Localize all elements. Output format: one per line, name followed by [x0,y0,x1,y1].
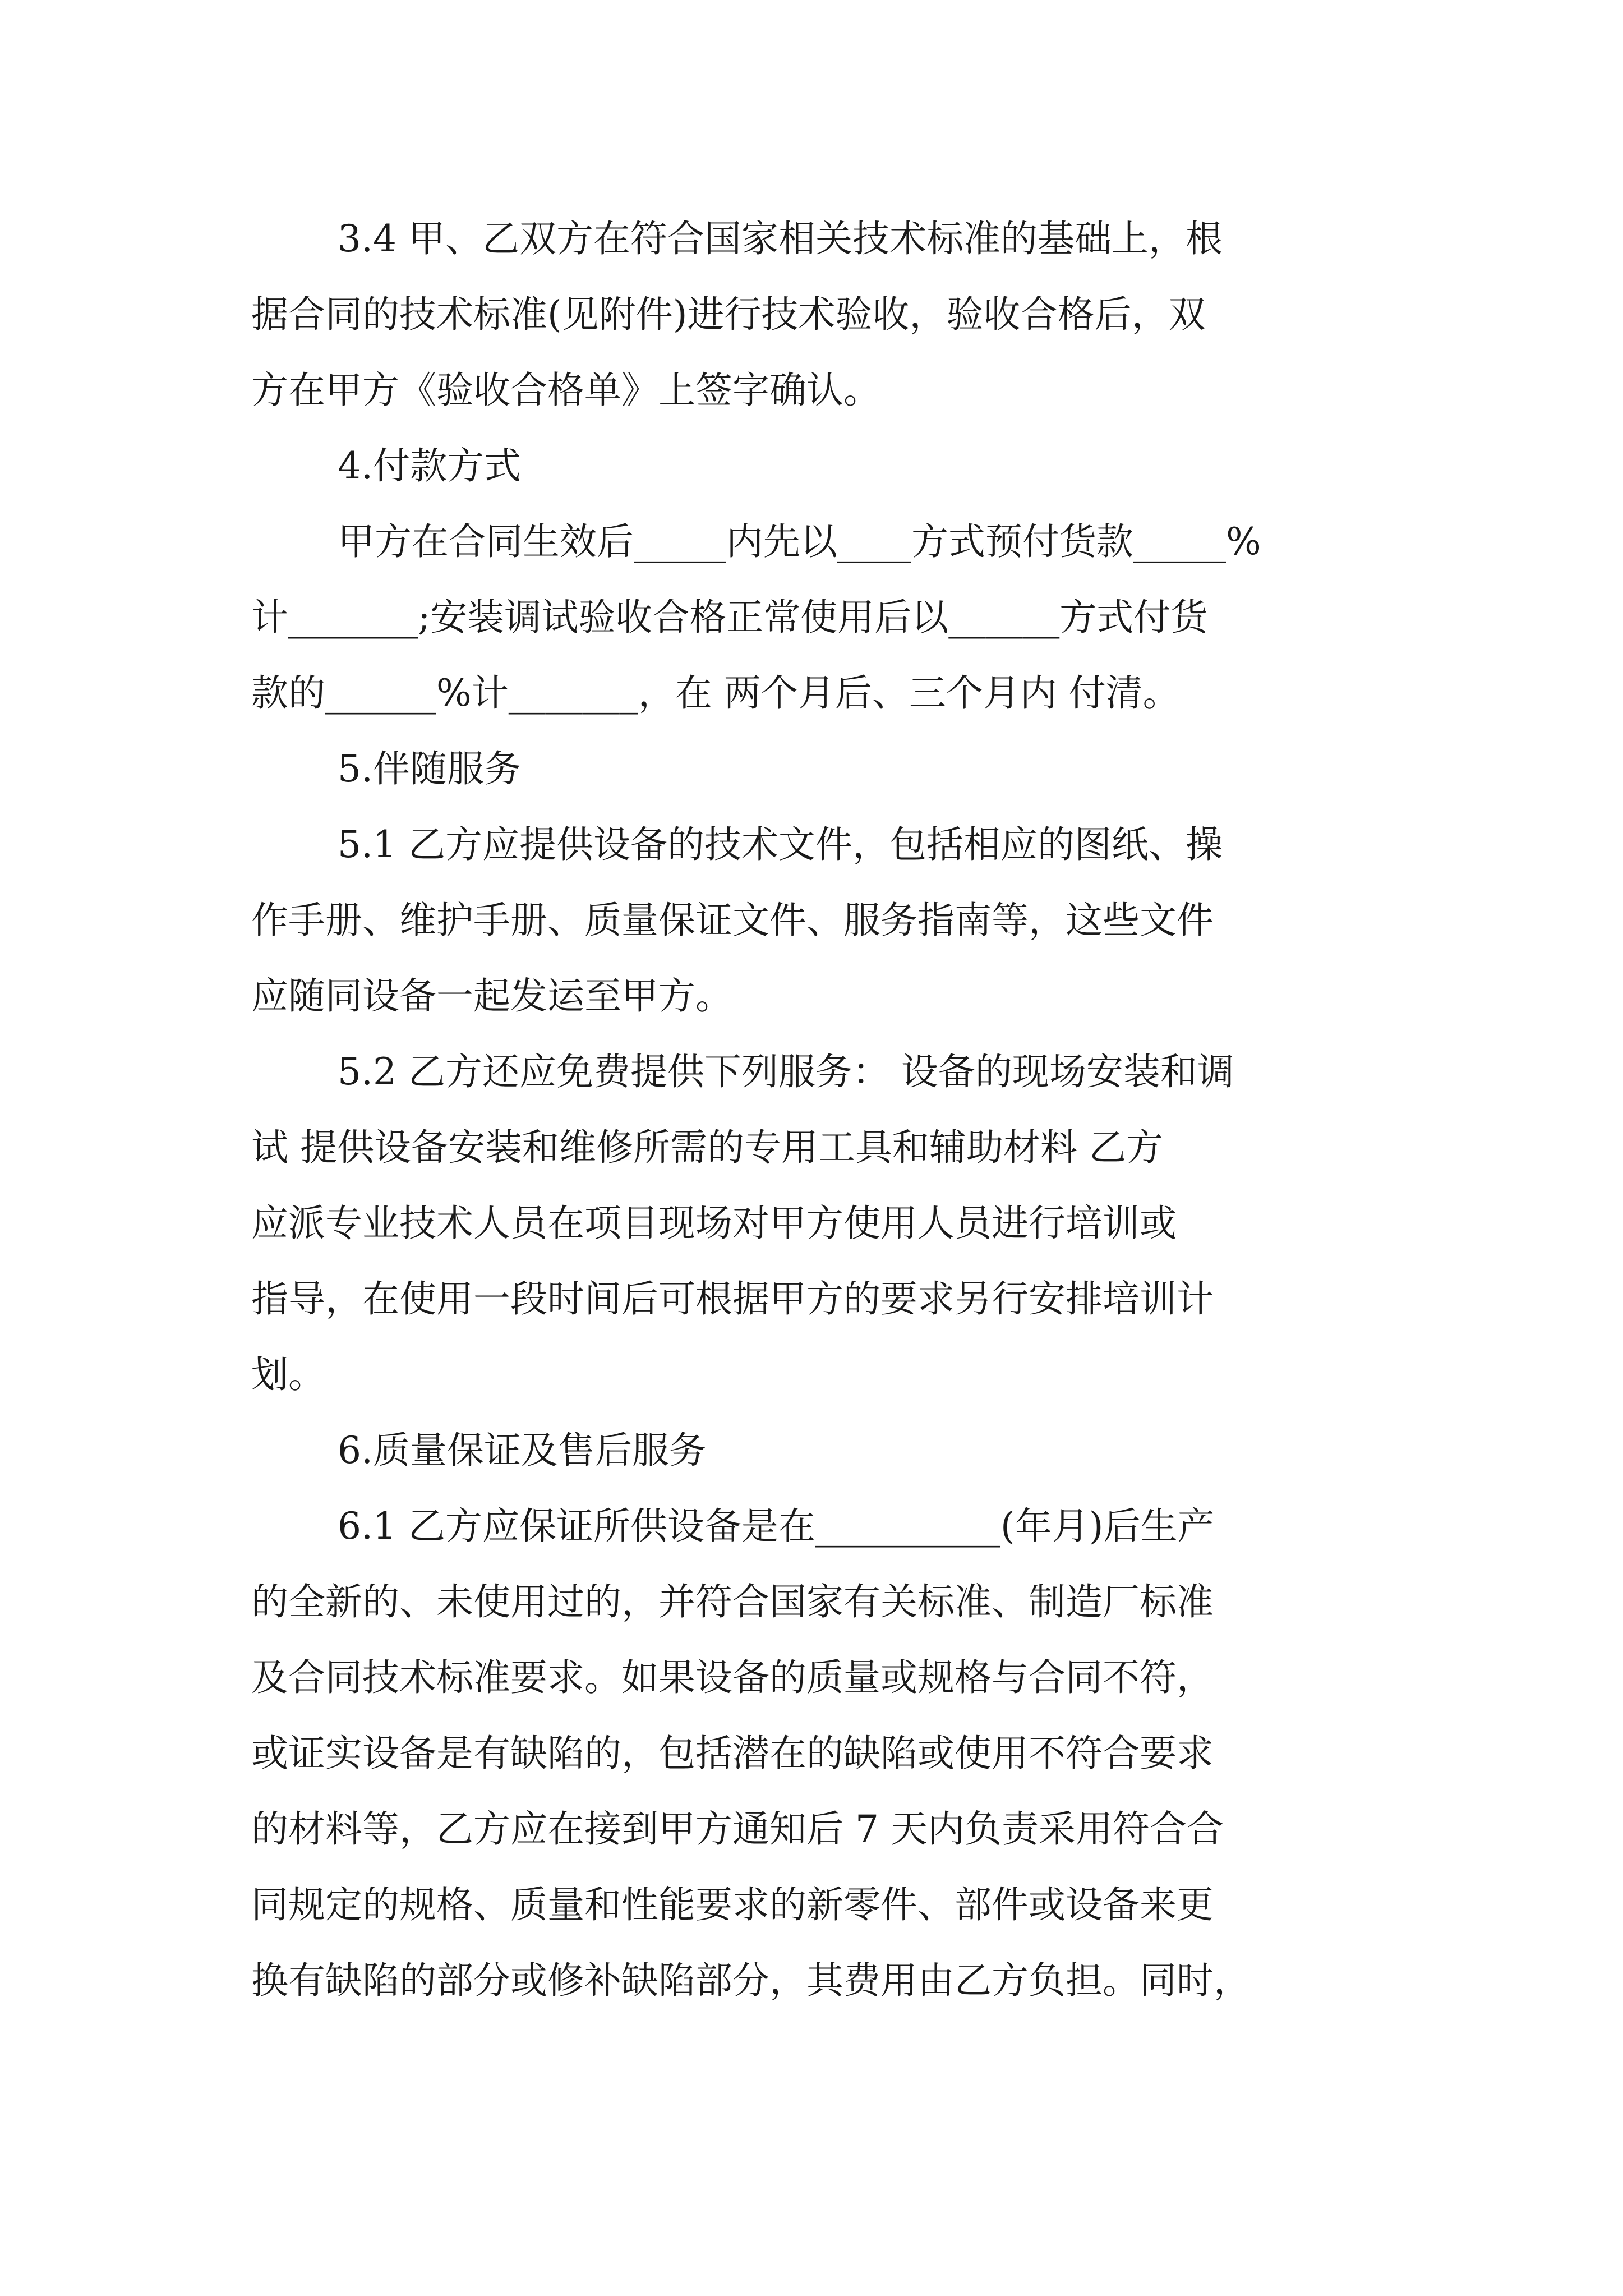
section-heading-6: 6.质量保证及售后服务 [338,1429,706,1472]
text-line-19: 的全新的、未使用过的，并符合国家有关标准、制造厂标准 [251,1580,1214,1623]
text-line-6: 计_______;安装调试验收合格正常使用后以______方式付货 [251,596,1208,639]
text-line-21: 或证实设备是有缺陷的，包括潜在的缺陷或使用不符合要求 [251,1732,1214,1775]
text-line-3: 方在甲方《验收合格单》上签字确认。 [251,369,880,412]
text-line-15: 指导，在使用一段时间后可根据甲方的要求另行安排培训计 [251,1277,1214,1320]
text-line-14: 应派专业技术人员在项目现场对甲方使用人员进行培训或 [251,1202,1177,1245]
text-line-23: 同规定的规格、质量和性能要求的新零件、部件或设备来更 [251,1883,1214,1926]
section-heading-5: 5.伴随服务 [338,747,521,790]
text-line-7: 款的______%计_______，在 两个月后、三个月内 付清。 [251,671,1180,715]
text-line-2: 据合同的技术标准(见附件)进行技术验收，验收合格后，双 [251,293,1206,336]
text-line-11: 应随同设备一起发运至甲方。 [251,974,732,1018]
text-line-13: 试 提供设备安装和维修所需的专用工具和辅助材料 乙方 [251,1126,1163,1169]
text-line-22: 的材料等，乙方应在接到甲方通知后 7 天内负责采用符合合 [251,1807,1224,1851]
text-line-10: 作手册、维护手册、质量保证文件、服务指南等，这些文件 [251,899,1214,942]
text-line-12: 5.2 乙方还应免费提供下列服务： 设备的现场安装和调 [338,1050,1234,1093]
text-line-9: 5.1 乙方应提供设备的技术文件，包括相应的图纸、操 [338,823,1223,866]
text-line-18: 6.1 乙方应保证所供设备是在__________(年月)后生产 [338,1504,1215,1548]
text-line-20: 及合同技术标准要求。如果设备的质量或规格与合同不符， [251,1656,1214,1699]
section-heading-4: 4.付款方式 [338,444,521,487]
text-line-1: 3.4 甲、乙双方在符合国家相关技术标准的基础上，根 [338,217,1223,260]
text-line-16: 划。 [251,1353,325,1396]
text-line-5: 甲方在合同生效后_____内先以____方式预付货款_____% [338,520,1261,563]
text-line-24: 换有缺陷的部分或修补缺陷部分，其费用由乙方负担。同时， [251,1959,1251,2002]
